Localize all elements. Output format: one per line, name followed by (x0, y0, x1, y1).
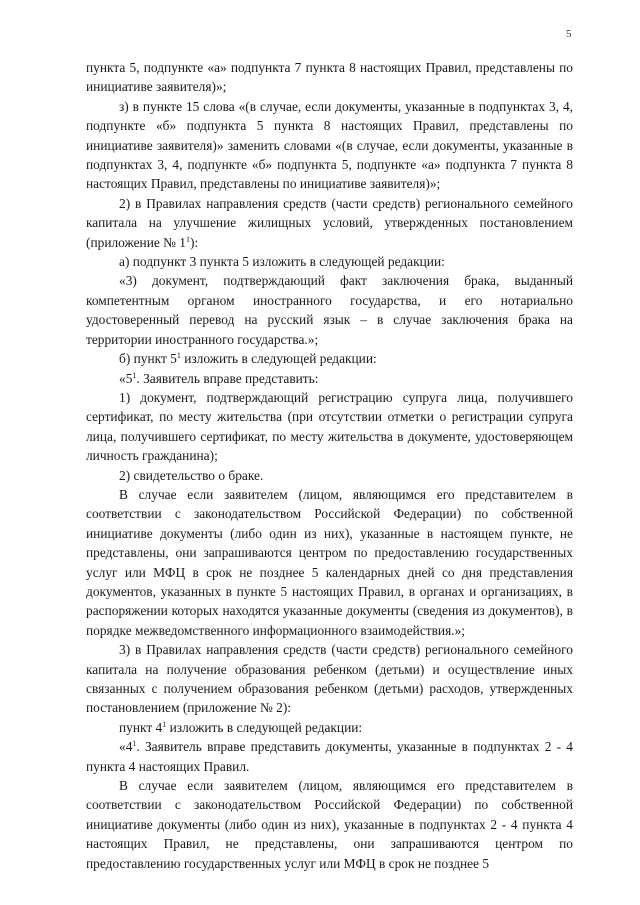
page-number: 5 (566, 28, 572, 40)
paragraph-item-3: 3) в Правилах направления средств (части средств) регионального семейного капитала на получение образования ребенком (детьми) и осуществление иных связанных с получением образования ребенком (детьми) расходов, утвержденных постановлением (приложение № 2): (86, 642, 573, 716)
paragraph-quote-4-1: «$4^1$. Заявитель вправе представить документы, указанные в подпунктах 2 - 4 пункта 4 настоящих Правил. (86, 739, 573, 774)
superscript: 1 (176, 351, 181, 361)
superscript: 1 (132, 739, 137, 749)
paragraph-case-1: В случае если заявителем (лицом, являющимся его представителем в соответствии с законодательством Российской Федерации) по собственной инициативе документы (либо один из них), указанные в настоящем пункте, не представлены, они запрашиваются центром по предоставлению государственных услуг или МФЦ в срок не позднее 5 календарных дней со дня представления документов, указанных в пункте 5 настоящих Правил, в органах и организациях, в распоряжении которых находятся указанные документы (сведения из документов), в порядке межведомственного информационного взаимодействия.»; (86, 486, 573, 638)
paragraph-continuation: пункта 5, подпункте «а» подпункта 7 пункта 8 настоящих Правил, представлены по инициативе заявителя)»; (86, 60, 573, 95)
paragraph-list-2: 2) свидетельство о браке. (119, 467, 264, 483)
paragraph-item-b: б) пункт $5^1$ изложить в следующей редакции: (119, 351, 377, 367)
paragraph-item-a: а) подпункт 3 пункта 5 изложить в следующей редакции: (119, 254, 445, 270)
paragraph-item-z: з) в пункте 15 слова «(в случае, если документы, указанные в подпунктах 3, 4, подпункте «б» подпункта 5 пункта 8 настоящих Правил, представлены по инициативе заявителя)» заменить словами «(в случае, если документы, указанные в подпунктах 3, 4, подпункте «б» подпункта 5, подпункте «а» подпункта 7 пункта 8 настоящих Правил, представлены по инициативе заявителя)»; (86, 98, 573, 192)
paragraph-case-2: В случае если заявителем (лицом, являющимся его представителем в соответствии с законодательством Российской Федерации) по собственной инициативе документы (либо один из них), указанные в подпунктах 2 - 4 пункта 4 настоящих Правил, не представлены, они запрашиваются центром по предоставлению государственных услуг или МФЦ в срок не позднее 5 (86, 778, 573, 871)
paragraph-point-4-1: пункт $4^1$ изложить в следующей редакции: (119, 719, 363, 735)
superscript: 1 (186, 234, 190, 244)
superscript: 1 (162, 719, 167, 729)
paragraph-quote-3: «3) документ, подтверждающий факт заключения брака, выданный компетентным органом иностранного государства, и его нотариально удостоверенный перевод на русский язык – в случае заключения брака на территории иностранного государства.»; (86, 273, 573, 347)
paragraph-quote-5-1: «$5^1$. Заявитель вправе представить: (119, 370, 319, 386)
document-body (86, 58, 573, 873)
paragraph-list-1: 1) документ, подтверждающий регистрацию супруга лица, получившего сертификат, по месту жительства (при отсутствии отметки о регистрации супруга лица, получившего сертификат, по месту жительства в документе, удостоверяющем личность гражданина); (86, 389, 573, 464)
superscript: 1 (132, 370, 137, 380)
paragraph-item-2: 2) в Правилах направления средств (части средств) регионального семейного капитала на улучшение жилищных условий, утвержденных постановлением (приложение № $1^1$): (86, 195, 573, 250)
